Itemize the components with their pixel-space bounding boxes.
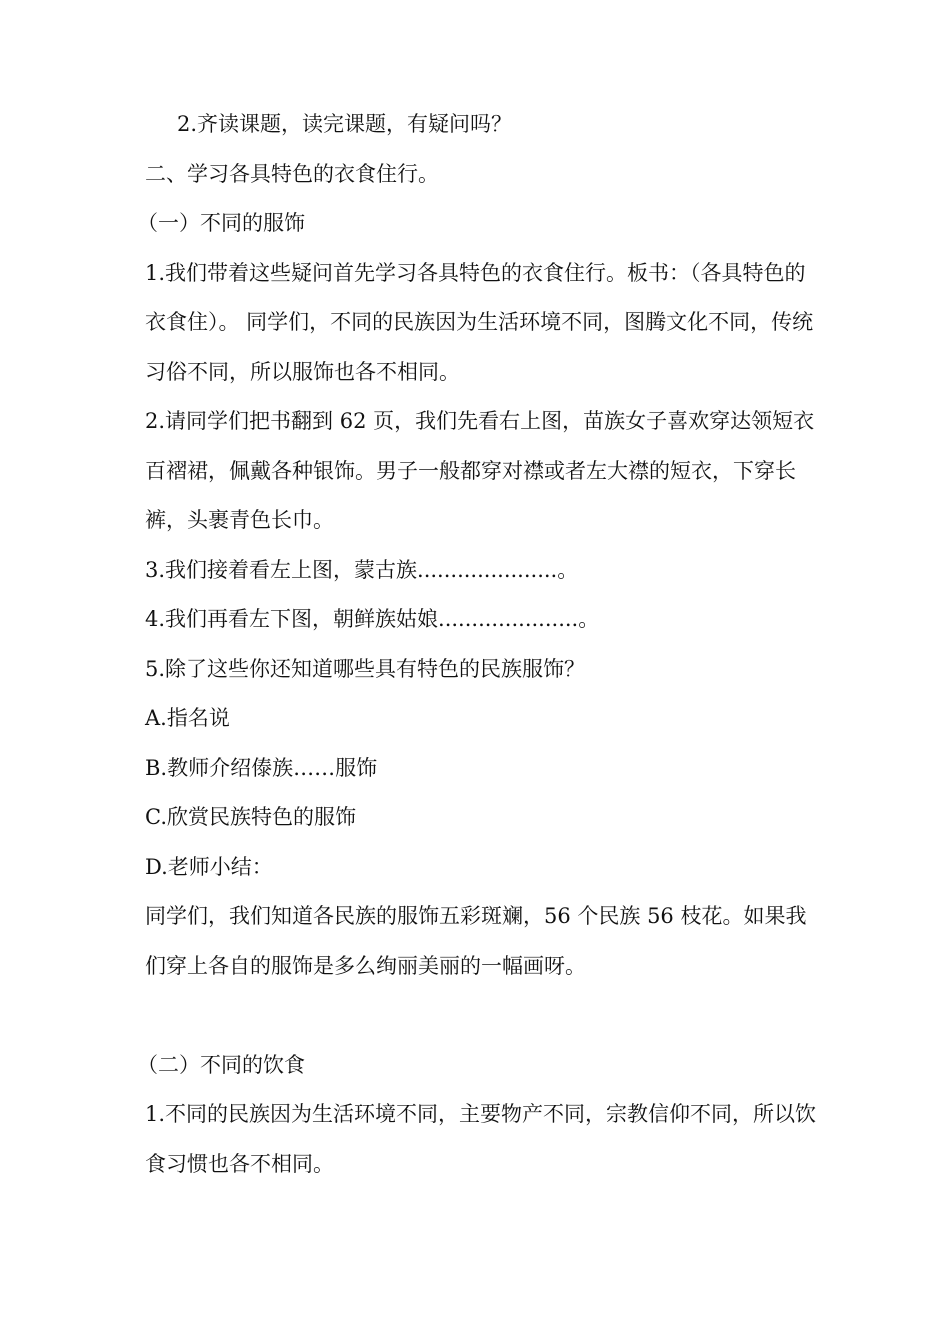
paragraph-food-intro: 1.不同的民族因为生活环境不同，主要物产不同，宗教信仰不同，所以饮食习惯也各不相同。: [145, 1102, 817, 1176]
paragraph-summary: 同学们，我们知道各民族的服饰五彩斑斓，56 个民族 56 枝花。如果我们穿上各自的服饰是多么绚丽美丽的一幅画呀。: [145, 904, 807, 978]
document-body: [137, 100, 825, 1189]
subsection-heading-food: （二）不同的饮食: [137, 1052, 305, 1077]
section-heading-two: 二、学习各具特色的衣食住行。: [145, 161, 439, 186]
list-item-d: D.老师小结：: [145, 854, 273, 879]
paragraph-clothing-intro: 1.我们带着这些疑问首先学习各具特色的衣食住行。板书：（各具特色的衣食住）。 同学们，不同的民族因为生活环境不同，图腾文化不同，传统习俗不同，所以服饰也各不相同。: [145, 260, 814, 384]
paragraph-mongol: 3.我们接着看左上图，蒙古族.....................。: [145, 557, 579, 582]
paragraph-question-other: 5.除了这些你还知道哪些具有特色的民族服饰？: [145, 656, 586, 681]
list-item-a: A.指名说: [145, 706, 230, 730]
paragraph-question: 2.齐读课题，读完课题，有疑问吗？: [177, 112, 513, 136]
paragraph-korean: 4.我们再看左下图，朝鲜族姑娘.....................。: [145, 607, 600, 631]
subsection-heading-clothing: （一）不同的服饰: [137, 211, 305, 235]
list-item-c: C.欣赏民族特色的服饰: [145, 805, 356, 829]
blank-line: [145, 991, 825, 1041]
paragraph-miao-clothing: 2.请同学们把书翻到 62 页，我们先看右上图，苗族女子喜欢穿达领短衣百褶裙，佩戴各种银饰。男子一般都穿对襟或者左大襟的短衣，下穿长裤，头裹青色长巾。: [145, 409, 815, 532]
list-item-b: B.教师介绍傣族……服饰: [145, 755, 378, 780]
